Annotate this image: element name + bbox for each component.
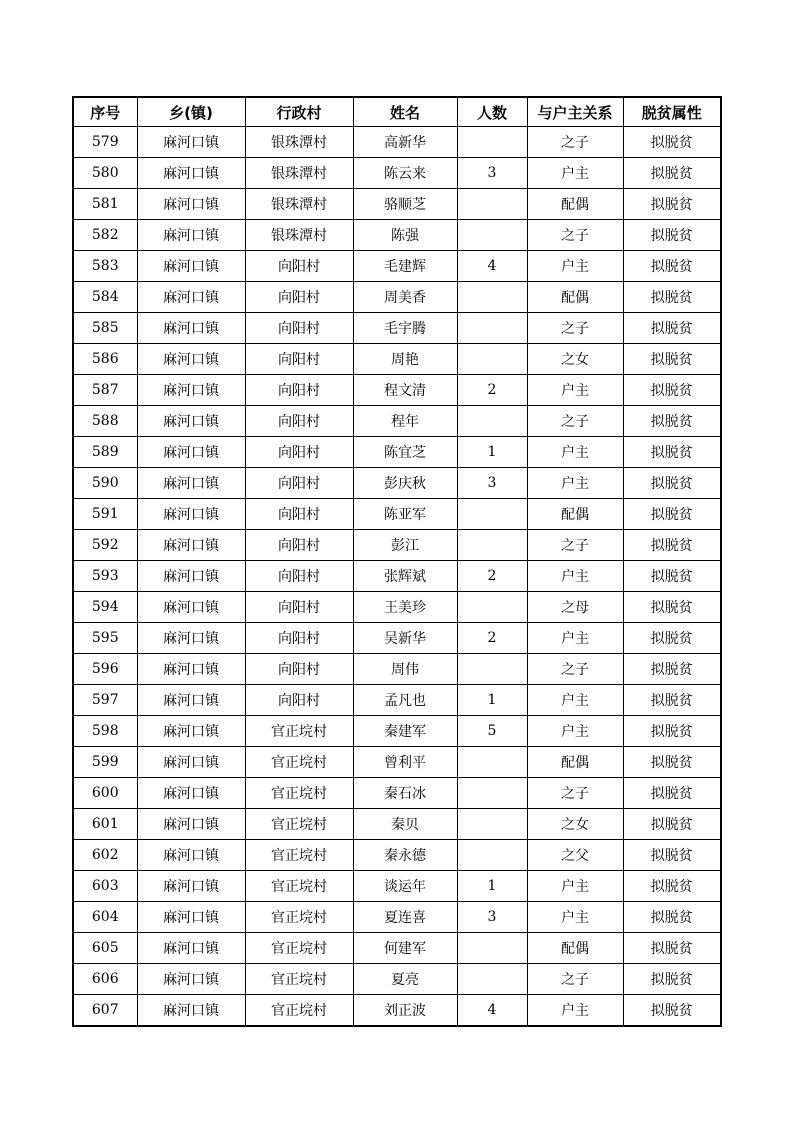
cell-township: 麻河口镇 <box>137 561 245 592</box>
cell-serial: 584 <box>73 282 137 313</box>
cell-household-size <box>457 406 527 437</box>
cell-township: 麻河口镇 <box>137 251 245 282</box>
cell-relation: 之父 <box>527 840 623 871</box>
cell-township: 麻河口镇 <box>137 685 245 716</box>
cell-serial: 579 <box>73 127 137 158</box>
cell-relation: 之子 <box>527 406 623 437</box>
cell-relation: 之子 <box>527 313 623 344</box>
table-row <box>73 778 721 809</box>
cell-township: 麻河口镇 <box>137 313 245 344</box>
cell-township: 麻河口镇 <box>137 530 245 561</box>
table-row <box>73 344 721 375</box>
table-row <box>73 406 721 437</box>
table-row <box>73 220 721 251</box>
cell-village: 向阳村 <box>245 685 353 716</box>
cell-status: 拟脱贫 <box>623 871 721 902</box>
cell-household-size: 4 <box>457 251 527 282</box>
cell-household-size <box>457 220 527 251</box>
cell-household-size: 2 <box>457 561 527 592</box>
cell-household-size <box>457 778 527 809</box>
cell-township: 麻河口镇 <box>137 809 245 840</box>
cell-household-size: 1 <box>457 437 527 468</box>
cell-name: 陈云来 <box>353 158 457 189</box>
cell-village: 银珠潭村 <box>245 127 353 158</box>
table-row <box>73 871 721 902</box>
header-relation: 与户主关系 <box>527 97 623 127</box>
cell-serial: 587 <box>73 375 137 406</box>
cell-village: 官正垸村 <box>245 840 353 871</box>
cell-name: 秦贝 <box>353 809 457 840</box>
cell-name: 何建军 <box>353 933 457 964</box>
cell-status: 拟脱贫 <box>623 189 721 220</box>
cell-township: 麻河口镇 <box>137 840 245 871</box>
cell-township: 麻河口镇 <box>137 747 245 778</box>
cell-village: 官正垸村 <box>245 809 353 840</box>
cell-serial: 580 <box>73 158 137 189</box>
cell-village: 官正垸村 <box>245 716 353 747</box>
cell-relation: 户主 <box>527 251 623 282</box>
poverty-list-table-container <box>72 96 722 1027</box>
table-row <box>73 654 721 685</box>
cell-name: 高新华 <box>353 127 457 158</box>
table-row <box>73 592 721 623</box>
cell-village: 向阳村 <box>245 344 353 375</box>
cell-relation: 户主 <box>527 685 623 716</box>
cell-relation: 之子 <box>527 127 623 158</box>
cell-status: 拟脱贫 <box>623 747 721 778</box>
cell-village: 向阳村 <box>245 282 353 313</box>
cell-relation: 户主 <box>527 561 623 592</box>
cell-township: 麻河口镇 <box>137 778 245 809</box>
table-row <box>73 902 721 933</box>
cell-name: 刘正波 <box>353 995 457 1027</box>
cell-status: 拟脱贫 <box>623 437 721 468</box>
cell-household-size: 1 <box>457 685 527 716</box>
cell-status: 拟脱贫 <box>623 809 721 840</box>
cell-status: 拟脱贫 <box>623 964 721 995</box>
cell-household-size: 2 <box>457 623 527 654</box>
cell-household-size <box>457 840 527 871</box>
cell-township: 麻河口镇 <box>137 499 245 530</box>
cell-status: 拟脱贫 <box>623 375 721 406</box>
cell-serial: 601 <box>73 809 137 840</box>
table-row <box>73 437 721 468</box>
cell-village: 银珠潭村 <box>245 220 353 251</box>
cell-village: 官正垸村 <box>245 747 353 778</box>
cell-township: 麻河口镇 <box>137 902 245 933</box>
cell-village: 向阳村 <box>245 406 353 437</box>
cell-village: 向阳村 <box>245 499 353 530</box>
table-row <box>73 685 721 716</box>
cell-name: 王美珍 <box>353 592 457 623</box>
cell-status: 拟脱贫 <box>623 344 721 375</box>
poverty-list-table <box>72 96 722 1027</box>
table-row <box>73 127 721 158</box>
cell-relation: 配偶 <box>527 189 623 220</box>
table-row <box>73 964 721 995</box>
cell-village: 向阳村 <box>245 530 353 561</box>
cell-status: 拟脱贫 <box>623 158 721 189</box>
cell-relation: 配偶 <box>527 282 623 313</box>
cell-status: 拟脱贫 <box>623 592 721 623</box>
cell-household-size: 3 <box>457 902 527 933</box>
cell-relation: 户主 <box>527 158 623 189</box>
table-row <box>73 499 721 530</box>
cell-name: 周艳 <box>353 344 457 375</box>
cell-township: 麻河口镇 <box>137 375 245 406</box>
cell-status: 拟脱贫 <box>623 313 721 344</box>
cell-village: 银珠潭村 <box>245 158 353 189</box>
table-row <box>73 530 721 561</box>
header-township: 乡(镇) <box>137 97 245 127</box>
cell-serial: 594 <box>73 592 137 623</box>
cell-serial: 605 <box>73 933 137 964</box>
cell-township: 麻河口镇 <box>137 964 245 995</box>
cell-serial: 600 <box>73 778 137 809</box>
cell-village: 向阳村 <box>245 251 353 282</box>
cell-status: 拟脱贫 <box>623 933 721 964</box>
cell-serial: 596 <box>73 654 137 685</box>
cell-status: 拟脱贫 <box>623 468 721 499</box>
cell-name: 陈宜芝 <box>353 437 457 468</box>
cell-relation: 配偶 <box>527 933 623 964</box>
table-row <box>73 282 721 313</box>
cell-village: 官正垸村 <box>245 902 353 933</box>
cell-township: 麻河口镇 <box>137 716 245 747</box>
cell-serial: 582 <box>73 220 137 251</box>
cell-household-size <box>457 189 527 220</box>
table-row <box>73 623 721 654</box>
table-row <box>73 313 721 344</box>
cell-relation: 户主 <box>527 902 623 933</box>
cell-township: 麻河口镇 <box>137 282 245 313</box>
cell-relation: 之子 <box>527 530 623 561</box>
cell-relation: 之子 <box>527 654 623 685</box>
cell-household-size <box>457 654 527 685</box>
cell-relation: 之女 <box>527 344 623 375</box>
cell-serial: 590 <box>73 468 137 499</box>
cell-village: 官正垸村 <box>245 964 353 995</box>
cell-relation: 之子 <box>527 964 623 995</box>
cell-township: 麻河口镇 <box>137 437 245 468</box>
cell-serial: 585 <box>73 313 137 344</box>
cell-name: 秦建军 <box>353 716 457 747</box>
cell-relation: 之女 <box>527 809 623 840</box>
cell-status: 拟脱贫 <box>623 995 721 1027</box>
cell-township: 麻河口镇 <box>137 995 245 1027</box>
cell-household-size <box>457 127 527 158</box>
cell-serial: 607 <box>73 995 137 1027</box>
cell-status: 拟脱贫 <box>623 406 721 437</box>
table-row <box>73 158 721 189</box>
cell-serial: 606 <box>73 964 137 995</box>
cell-township: 麻河口镇 <box>137 592 245 623</box>
cell-household-size <box>457 964 527 995</box>
cell-household-size <box>457 313 527 344</box>
cell-household-size <box>457 282 527 313</box>
cell-household-size <box>457 747 527 778</box>
cell-village: 官正垸村 <box>245 778 353 809</box>
cell-serial: 592 <box>73 530 137 561</box>
cell-township: 麻河口镇 <box>137 933 245 964</box>
cell-village: 向阳村 <box>245 468 353 499</box>
cell-name: 周美香 <box>353 282 457 313</box>
cell-village: 向阳村 <box>245 623 353 654</box>
cell-relation: 配偶 <box>527 747 623 778</box>
cell-township: 麻河口镇 <box>137 623 245 654</box>
cell-name: 程年 <box>353 406 457 437</box>
cell-household-size <box>457 933 527 964</box>
cell-name: 毛宇腾 <box>353 313 457 344</box>
table-row <box>73 561 721 592</box>
table-row <box>73 747 721 778</box>
cell-township: 麻河口镇 <box>137 344 245 375</box>
cell-name: 彭庆秋 <box>353 468 457 499</box>
cell-relation: 户主 <box>527 623 623 654</box>
cell-township: 麻河口镇 <box>137 871 245 902</box>
cell-township: 麻河口镇 <box>137 220 245 251</box>
cell-serial: 595 <box>73 623 137 654</box>
cell-name: 程文清 <box>353 375 457 406</box>
cell-village: 向阳村 <box>245 313 353 344</box>
cell-relation: 户主 <box>527 375 623 406</box>
cell-household-size: 5 <box>457 716 527 747</box>
cell-township: 麻河口镇 <box>137 654 245 685</box>
cell-status: 拟脱贫 <box>623 561 721 592</box>
cell-household-size: 1 <box>457 871 527 902</box>
table-row <box>73 809 721 840</box>
cell-relation: 户主 <box>527 716 623 747</box>
cell-village: 向阳村 <box>245 375 353 406</box>
cell-status: 拟脱贫 <box>623 654 721 685</box>
cell-name: 彭江 <box>353 530 457 561</box>
cell-household-size: 3 <box>457 158 527 189</box>
cell-status: 拟脱贫 <box>623 778 721 809</box>
cell-household-size <box>457 530 527 561</box>
cell-household-size <box>457 499 527 530</box>
cell-household-size <box>457 344 527 375</box>
cell-serial: 593 <box>73 561 137 592</box>
cell-name: 谈运年 <box>353 871 457 902</box>
cell-serial: 588 <box>73 406 137 437</box>
cell-serial: 589 <box>73 437 137 468</box>
cell-serial: 583 <box>73 251 137 282</box>
cell-serial: 602 <box>73 840 137 871</box>
cell-status: 拟脱贫 <box>623 716 721 747</box>
cell-status: 拟脱贫 <box>623 840 721 871</box>
cell-status: 拟脱贫 <box>623 127 721 158</box>
cell-relation: 户主 <box>527 437 623 468</box>
cell-township: 麻河口镇 <box>137 158 245 189</box>
cell-serial: 586 <box>73 344 137 375</box>
cell-serial: 597 <box>73 685 137 716</box>
cell-name: 骆顺芝 <box>353 189 457 220</box>
cell-township: 麻河口镇 <box>137 468 245 499</box>
cell-household-size <box>457 592 527 623</box>
cell-township: 麻河口镇 <box>137 406 245 437</box>
cell-serial: 581 <box>73 189 137 220</box>
cell-village: 向阳村 <box>245 561 353 592</box>
cell-relation: 户主 <box>527 468 623 499</box>
header-serial: 序号 <box>73 97 137 127</box>
cell-name: 孟凡也 <box>353 685 457 716</box>
cell-relation: 户主 <box>527 871 623 902</box>
cell-status: 拟脱贫 <box>623 623 721 654</box>
cell-name: 曾利平 <box>353 747 457 778</box>
cell-relation: 户主 <box>527 995 623 1027</box>
table-row <box>73 716 721 747</box>
cell-name: 张辉斌 <box>353 561 457 592</box>
table-row <box>73 840 721 871</box>
cell-serial: 598 <box>73 716 137 747</box>
table-header-row <box>73 97 721 127</box>
cell-household-size: 4 <box>457 995 527 1027</box>
cell-name: 秦石冰 <box>353 778 457 809</box>
header-name: 姓名 <box>353 97 457 127</box>
cell-township: 麻河口镇 <box>137 127 245 158</box>
table-row <box>73 468 721 499</box>
cell-village: 向阳村 <box>245 592 353 623</box>
header-household-size: 人数 <box>457 97 527 127</box>
cell-name: 秦永德 <box>353 840 457 871</box>
cell-village: 向阳村 <box>245 437 353 468</box>
cell-household-size <box>457 809 527 840</box>
table-body <box>73 127 721 1027</box>
cell-village: 官正垸村 <box>245 933 353 964</box>
table-row <box>73 375 721 406</box>
cell-township: 麻河口镇 <box>137 189 245 220</box>
cell-status: 拟脱贫 <box>623 282 721 313</box>
cell-status: 拟脱贫 <box>623 685 721 716</box>
cell-name: 周伟 <box>353 654 457 685</box>
table-row <box>73 933 721 964</box>
cell-name: 陈强 <box>353 220 457 251</box>
cell-relation: 之子 <box>527 220 623 251</box>
table-row <box>73 995 721 1027</box>
header-status: 脱贫属性 <box>623 97 721 127</box>
cell-serial: 604 <box>73 902 137 933</box>
cell-status: 拟脱贫 <box>623 530 721 561</box>
cell-household-size: 2 <box>457 375 527 406</box>
table-row <box>73 189 721 220</box>
cell-status: 拟脱贫 <box>623 220 721 251</box>
cell-serial: 603 <box>73 871 137 902</box>
cell-name: 毛建辉 <box>353 251 457 282</box>
header-village: 行政村 <box>245 97 353 127</box>
cell-name: 陈亚军 <box>353 499 457 530</box>
cell-status: 拟脱贫 <box>623 251 721 282</box>
cell-status: 拟脱贫 <box>623 902 721 933</box>
cell-relation: 之母 <box>527 592 623 623</box>
cell-name: 吴新华 <box>353 623 457 654</box>
cell-relation: 之子 <box>527 778 623 809</box>
table-row <box>73 251 721 282</box>
cell-name: 夏连喜 <box>353 902 457 933</box>
cell-serial: 599 <box>73 747 137 778</box>
cell-household-size: 3 <box>457 468 527 499</box>
cell-name: 夏亮 <box>353 964 457 995</box>
cell-village: 银珠潭村 <box>245 189 353 220</box>
cell-village: 向阳村 <box>245 654 353 685</box>
cell-serial: 591 <box>73 499 137 530</box>
cell-status: 拟脱贫 <box>623 499 721 530</box>
cell-village: 官正垸村 <box>245 995 353 1027</box>
cell-relation: 配偶 <box>527 499 623 530</box>
cell-village: 官正垸村 <box>245 871 353 902</box>
